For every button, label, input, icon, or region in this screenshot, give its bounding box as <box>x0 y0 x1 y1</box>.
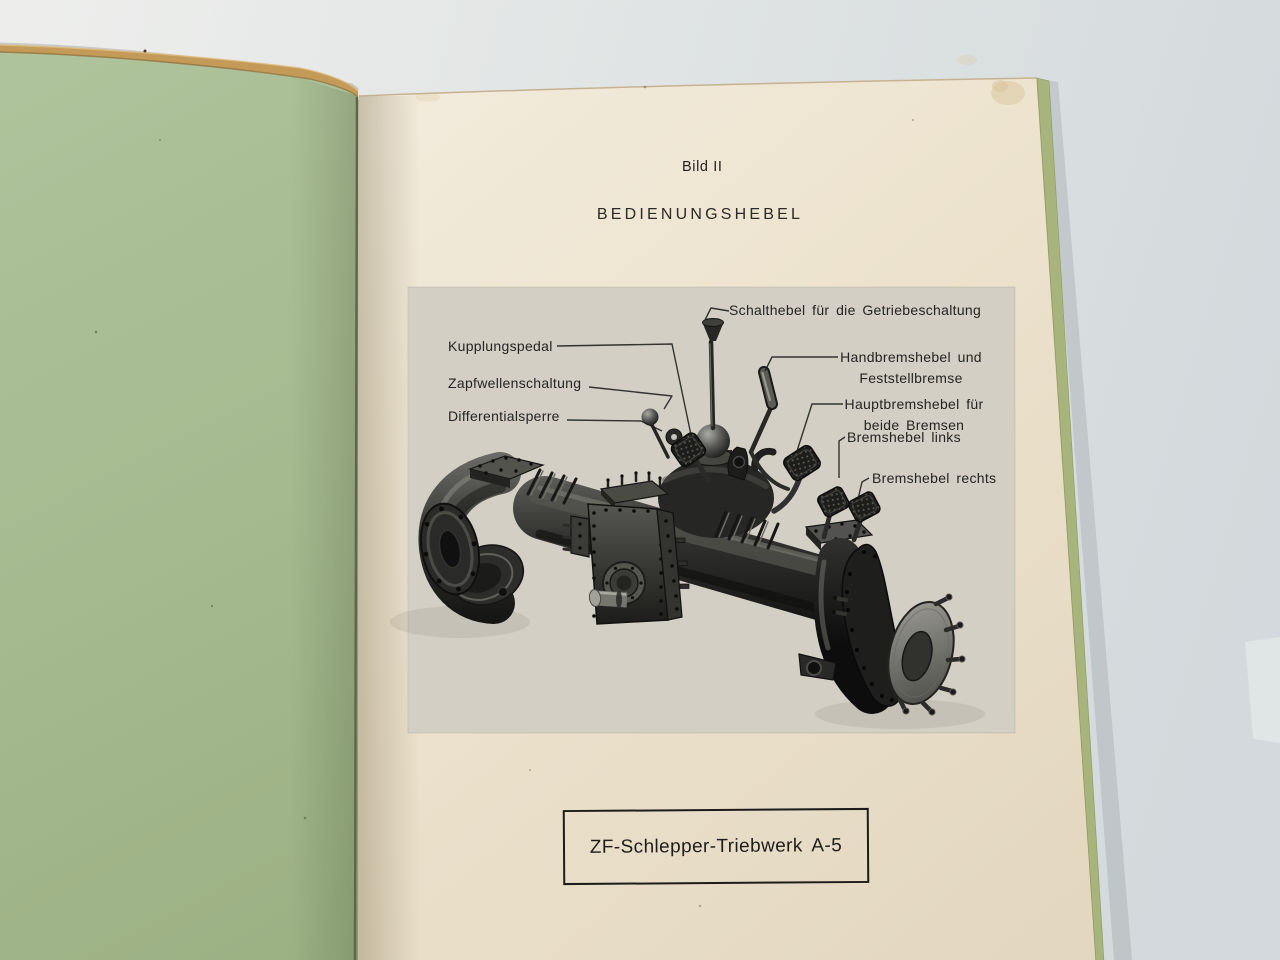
label-handbremshebel <box>811 347 1011 389</box>
label-zapfwellenschaltung: Zapfwellenschaltung <box>448 375 582 391</box>
label-bremshebel-links: Bremshebel links <box>847 429 961 445</box>
label-differentialsperre: Differentialsperre <box>448 408 560 424</box>
label-handbremshebel-line2: Feststellbremse <box>859 370 963 386</box>
label-hauptbremshebel-line1: Hauptbremshebel für <box>844 396 984 412</box>
label-kupplungspedal: Kupplungspedal <box>448 338 553 354</box>
figure-number: Bild II <box>682 159 723 175</box>
page-title: BEDIENUNGSHEBEL <box>596 206 804 223</box>
label-hauptbremshebel-line2: beide Bremsen <box>863 417 965 433</box>
caption-text: ZF-Schlepper-Triebwerk A-5 <box>589 834 843 858</box>
label-schalthebel: Schalthebel für die Getriebeschaltung <box>729 302 982 318</box>
cover-page-green <box>0 45 358 960</box>
caption-box <box>563 808 870 885</box>
label-bremshebel-rechts: Bremshebel rechts <box>872 470 997 486</box>
label-handbremshebel-line1: Handbremshebel und <box>840 349 982 365</box>
